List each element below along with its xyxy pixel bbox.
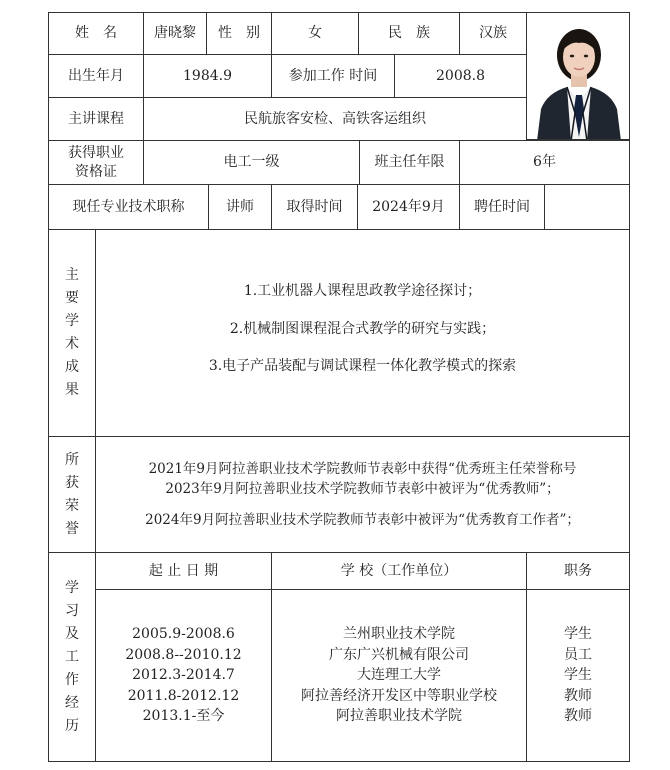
work-start-label: 参加工作 时间 [271, 54, 395, 98]
ethnicity-label: 民 族 [358, 12, 460, 55]
achievements-label-char: 成 [65, 359, 79, 375]
professional-title-label: 现任专业技术职称 [48, 184, 209, 230]
appoint-time-label: 聘任时间 [459, 184, 545, 230]
qualification-label [48, 140, 144, 185]
class-teacher-years-value: 6年 [459, 140, 630, 185]
achievement-item: 2.机械制图课程混合式教学的研究与实践； [229, 320, 496, 337]
achievement-item: 3.电子产品装配与调试课程一体化教学模式的探索 [208, 358, 517, 375]
history-schools-column [271, 589, 527, 762]
name-value: 唐晓黎 [143, 12, 207, 55]
history-header-school: 学 校（工作单位） [271, 552, 527, 590]
history-dates-column [95, 589, 272, 762]
honors-label-char: 获 [65, 474, 79, 491]
gender-label: 性 别 [206, 12, 272, 55]
history-label-char: 历 [65, 717, 79, 734]
birth-value: 1984.9 [143, 54, 272, 98]
history-position: 员工 [564, 646, 592, 663]
honors-content [95, 436, 630, 553]
history-label-char: 作 [65, 671, 79, 688]
achievements-label-char: 要 [65, 290, 79, 306]
achievements-content [95, 229, 630, 437]
history-date: 2012.3-2014.7 [132, 667, 235, 684]
history-date: 2005.9-2008.6 [132, 626, 235, 643]
course-value: 民航旅客安检、高铁客运组织 [143, 97, 527, 141]
history-school: 阿拉善经济开发区中等职业学校 [301, 687, 497, 704]
honor-item: 2024年9月阿拉善职业技术学院教师节表彰中被评为“优秀教育工作者”； [145, 511, 580, 528]
history-label [48, 552, 96, 762]
history-position: 教师 [564, 687, 592, 704]
history-label-char: 学 [65, 579, 79, 596]
honor-item: 2021年9月阿拉善职业技术学院教师节表彰中获得“优秀班主任荣誉称号 [148, 461, 577, 478]
name-label: 姓 名 [48, 12, 144, 55]
history-header-position: 职务 [526, 552, 630, 590]
obtain-time-value: 2024年9月 [357, 184, 460, 230]
history-position: 学生 [564, 626, 592, 643]
achievements-label [48, 229, 96, 437]
honors-label-char: 荣 [65, 497, 79, 514]
history-school: 广东广兴机械有限公司 [329, 646, 469, 663]
honors-label-char: 誉 [65, 520, 79, 537]
history-date: 2013.1-至今 [142, 708, 225, 725]
history-label-char: 经 [65, 694, 79, 711]
qualification-label-line2: 资格证 [75, 163, 117, 180]
history-label-char: 工 [65, 648, 79, 665]
obtain-time-label: 取得时间 [271, 184, 358, 230]
professional-title-value: 讲师 [208, 184, 272, 230]
history-school: 大连理工大学 [357, 667, 441, 684]
achievements-label-char: 术 [65, 336, 79, 352]
course-label: 主讲课程 [48, 97, 144, 141]
qualification-value: 电工一级 [143, 140, 360, 185]
birth-label: 出生年月 [48, 54, 144, 98]
work-start-value: 2008.8 [394, 54, 527, 98]
history-header-dates: 起 止 日 期 [95, 552, 272, 590]
achievement-item: 1.工业机器人课程思政教学途径探讨； [243, 282, 482, 299]
portrait-photo-icon [527, 13, 630, 140]
honor-item: 2023年9月阿拉善职业技术学院教师节表彰中被评为“优秀教师”； [165, 481, 560, 498]
history-date: 2008.8--2010.12 [125, 646, 242, 663]
ethnicity-value: 汉族 [459, 12, 527, 55]
honors-label-char: 所 [65, 451, 79, 468]
history-position: 教师 [564, 708, 592, 725]
achievements-label-char: 果 [65, 382, 79, 398]
history-label-char: 及 [65, 625, 79, 642]
history-label-char: 习 [65, 602, 79, 619]
gender-value: 女 [271, 12, 359, 55]
history-school: 阿拉善职业技术学院 [336, 708, 462, 725]
achievements-label-char: 主 [65, 267, 79, 283]
appoint-time-value [544, 184, 630, 230]
history-positions-column [526, 589, 630, 762]
qualification-label-line1: 获得职业 [68, 144, 124, 161]
achievements-label-char: 学 [65, 313, 79, 329]
honors-label [48, 436, 96, 553]
history-date: 2011.8-2012.12 [127, 687, 240, 704]
portrait-photo [526, 12, 630, 140]
class-teacher-years-label: 班主任年限 [359, 140, 460, 185]
history-position: 学生 [564, 667, 592, 684]
history-school: 兰州职业技术学院 [343, 626, 455, 643]
